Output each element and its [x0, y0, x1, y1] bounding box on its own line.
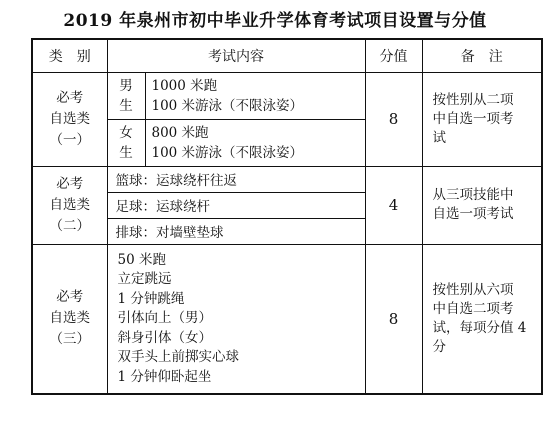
score-cell-3: 8: [365, 244, 422, 394]
category-line: 必考: [56, 175, 84, 192]
header-row: [32, 39, 542, 72]
sport-item-volleyball: 排球：对墙壁垫球: [107, 218, 365, 244]
table-row: [32, 166, 542, 192]
exam-item: 立定跳远: [117, 271, 172, 287]
exam-item: 50 米跑: [117, 251, 166, 268]
category-line: 必考: [56, 289, 84, 306]
note-line: 中自选一项考: [432, 110, 514, 127]
note-line: 试: [432, 129, 446, 146]
note-cell-3: [422, 244, 542, 394]
category-line: 自选类: [49, 110, 90, 127]
note-line: 从三项技能中: [432, 187, 514, 203]
category-line: 自选类: [49, 310, 90, 327]
score-cell-1: 8: [365, 72, 422, 166]
page-title: 2019 年泉州市初中毕业升学体育考试项目设置与分值: [63, 11, 487, 31]
note-line: 试，每项分值 4: [432, 319, 527, 336]
note-line: 按性别从六项: [432, 281, 514, 298]
header-score: 分值: [365, 39, 422, 72]
gender-cell-male: [107, 72, 145, 119]
note-cell-1: [422, 72, 542, 166]
items-cell-female: [145, 119, 365, 166]
category-cell-3: [32, 244, 107, 394]
exam-item: 引体向上（男）: [117, 310, 212, 326]
exam-item: 1000 米跑: [151, 77, 218, 94]
category-cell-1: [32, 72, 107, 166]
exam-item: 1 分钟跳绳: [117, 290, 185, 307]
table-row: [32, 244, 542, 394]
score-cell-2: 4: [365, 166, 422, 244]
items-cell-3: [107, 244, 365, 394]
gender-label: 生: [119, 144, 133, 161]
exam-item: 斜身引体（女）: [117, 329, 212, 346]
exam-item: 100 米游泳（不限泳姿）: [151, 144, 304, 161]
exam-item: 800 米跑: [151, 124, 209, 141]
category-line: 必考: [56, 89, 84, 106]
table-row: [32, 72, 542, 119]
header-note: 备 注: [422, 39, 542, 72]
category-line: （三）: [49, 331, 90, 348]
exam-item: 双手头上前掷实心球: [117, 349, 239, 365]
note-cell-2: [422, 166, 542, 244]
note-line: 按性别从二项: [432, 91, 514, 108]
category-line: （二）: [49, 217, 90, 234]
sport-item-football: 足球：运球绕杆: [107, 192, 365, 218]
sport-item-basketball: 篮球：运球绕杆往返: [107, 166, 365, 192]
category-line: 自选类: [49, 196, 90, 213]
gender-cell-female: [107, 119, 145, 166]
note-line: 自选一项考试: [432, 206, 514, 222]
category-cell-2: [32, 166, 107, 244]
gender-label: 女: [119, 124, 133, 141]
exam-item: 1 分钟仰卧起坐: [117, 368, 212, 385]
gender-label: 生: [119, 97, 133, 114]
note-line: 中自选二项考: [432, 300, 514, 317]
exam-table: [31, 38, 543, 395]
category-line: （一）: [49, 131, 90, 148]
items-cell-male: [145, 72, 365, 119]
header-content: 考试内容: [107, 39, 365, 72]
header-category: 类 别: [32, 39, 107, 72]
exam-item: 100 米游泳（不限泳姿）: [151, 97, 304, 114]
note-line: 分: [432, 338, 446, 355]
gender-label: 男: [119, 77, 133, 94]
